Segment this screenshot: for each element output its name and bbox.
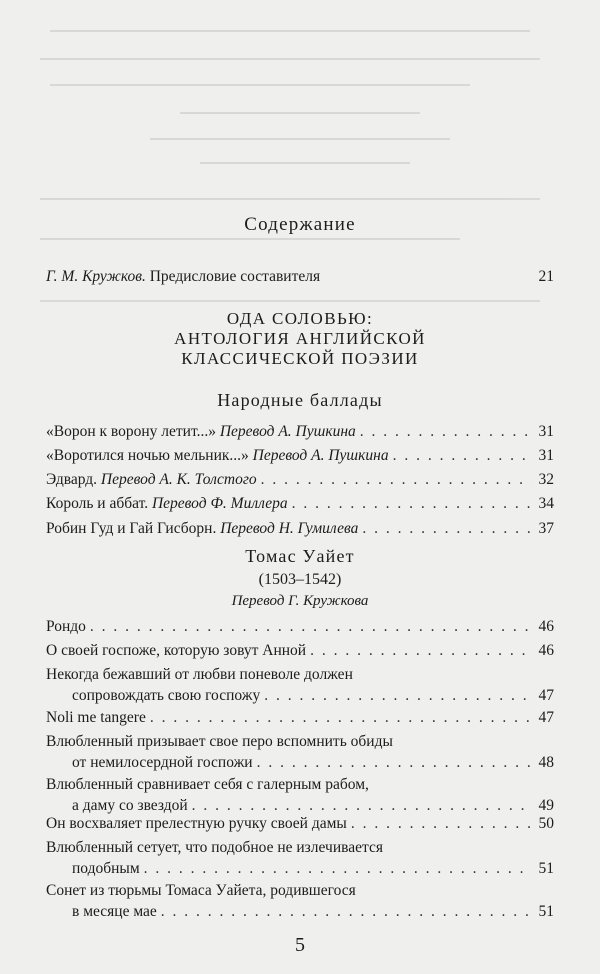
entry-text	[46, 493, 288, 514]
anthology-line: ОДА СОЛОВЬЮ:	[226, 309, 374, 328]
leader-dots	[264, 685, 532, 706]
toc-row	[46, 493, 554, 514]
leader-dots	[90, 616, 532, 637]
leader-dots	[257, 752, 532, 773]
leader-dots	[150, 707, 532, 728]
toc-entry[interactable]	[46, 518, 554, 539]
page-ref: 31	[538, 447, 554, 464]
wyatt-dates: (1503–1542)	[258, 571, 342, 588]
page-ref: 46	[538, 618, 554, 635]
toc-row	[46, 469, 554, 490]
entry-title-line1: Влюбленный сравнивает себя с галерным рабом,	[46, 776, 369, 793]
toc-row	[46, 901, 554, 922]
toc-entry[interactable]	[46, 880, 554, 922]
toc-entry[interactable]	[46, 421, 554, 442]
entry-text	[46, 469, 257, 490]
entry-title: Король и аббат.	[46, 495, 149, 512]
page-number: 5	[295, 934, 305, 956]
leader-dots	[362, 518, 532, 539]
entry-title-line2: от немилосердной госпожи	[72, 754, 253, 771]
entry-title-line1: Сонет из тюрьмы Томаса Уайета, родившегося	[46, 882, 356, 899]
toc-row	[46, 616, 554, 637]
wyatt-name: Томас Уайет	[245, 546, 355, 566]
entry-title-line1: Влюбленный призывает свое перо вспомнить обиды	[46, 733, 393, 750]
toc-entry[interactable]	[46, 774, 554, 816]
toc-entry[interactable]	[46, 445, 554, 466]
toc-row	[46, 813, 554, 834]
entry-translator: Перевод Н. Гумилева	[220, 520, 359, 537]
entry-text	[46, 421, 356, 442]
page-ref: 34	[538, 495, 554, 512]
page-ref: 47	[538, 687, 554, 704]
page-ref: 31	[538, 423, 554, 440]
toc-entry[interactable]	[46, 493, 554, 514]
anthology-line: КЛАССИЧЕСКОЙ ПОЭЗИИ	[181, 349, 419, 368]
toc-entry[interactable]	[46, 813, 554, 834]
entry-translator: Перевод Ф. Миллера	[151, 495, 288, 512]
leader-dots	[144, 858, 532, 879]
page-ref: 32	[538, 471, 554, 488]
toc-entry[interactable]	[46, 707, 554, 728]
entry-title-line2: сопровождать свою госпожу	[72, 687, 261, 704]
page-ref: 46	[538, 642, 554, 659]
entry-text	[46, 518, 358, 539]
leader-dots	[310, 640, 532, 661]
page-ref: 51	[538, 860, 554, 877]
page-ref: 21	[538, 268, 554, 285]
preface-entry[interactable]	[46, 266, 554, 287]
contents-page	[46, 0, 554, 974]
anthology-line: АНТОЛОГИЯ АНГЛИЙСКОЙ	[174, 329, 426, 348]
entry-title: О своей госпоже, которую зовут Анной	[46, 642, 307, 659]
contents-title: Содержание	[244, 214, 356, 235]
page-ref: 47	[538, 709, 554, 726]
toc-row	[46, 685, 554, 706]
entry-title: Эдвард.	[46, 471, 98, 488]
page-ref: 50	[538, 815, 554, 832]
toc-row	[46, 707, 554, 728]
toc-row	[46, 445, 554, 466]
toc-entry[interactable]	[46, 469, 554, 490]
toc-entry[interactable]	[46, 731, 554, 773]
wyatt-translator: Перевод Г. Кружкова	[231, 593, 369, 609]
entry-title-line2: а даму со звездой	[72, 797, 188, 814]
toc-row	[46, 752, 554, 773]
leader-dots	[393, 445, 532, 466]
entry-title-line1: Влюбленный сетует, что подобное не излечивается	[46, 839, 383, 856]
entry-title-line2: в месяце мае	[72, 903, 157, 920]
entry-translator: Перевод А. Пушкина	[219, 423, 356, 440]
preface-author: Г. М. Кружков.	[46, 268, 146, 285]
entry-title: «Ворон к ворону летит...»	[46, 423, 216, 440]
toc-row	[46, 518, 554, 539]
entry-title: «Воротился ночью мельник...»	[46, 447, 249, 464]
toc-entry[interactable]	[46, 616, 554, 637]
entry-title: Рондо	[46, 618, 86, 635]
ballads-title: Народные баллады	[217, 390, 383, 410]
toc-row	[46, 421, 554, 442]
page-ref: 49	[538, 797, 554, 814]
toc-entry[interactable]	[46, 664, 554, 706]
toc-entry[interactable]	[46, 640, 554, 661]
entry-title: Он восхваляет прелестную ручку своей дамы	[46, 815, 347, 832]
anthology-heading	[46, 309, 554, 369]
entry-title-line1: Некогда бежавший от любви поневоле должен	[46, 666, 353, 683]
toc-row	[46, 858, 554, 879]
entry-text	[46, 445, 389, 466]
leader-dots	[360, 421, 532, 442]
leader-dots	[161, 901, 532, 922]
page-ref: 37	[538, 520, 554, 537]
leader-dots	[292, 493, 532, 514]
leader-dots	[351, 813, 532, 834]
entry-translator: Перевод А. К. Толстого	[100, 471, 257, 488]
page-ref: 48	[538, 754, 554, 771]
page-ref: 51	[538, 903, 554, 920]
preface-title: Предисловие составителя	[149, 268, 321, 285]
entry-translator: Перевод А. Пушкина	[252, 447, 389, 464]
entry-title: Робин Гуд и Гай Гисборн.	[46, 520, 217, 537]
entry-title: Noli me tangere	[46, 709, 146, 726]
leader-dots	[261, 469, 532, 490]
toc-entry[interactable]	[46, 837, 554, 879]
entry-title-line2: подобным	[72, 860, 140, 877]
toc-row	[46, 640, 554, 661]
